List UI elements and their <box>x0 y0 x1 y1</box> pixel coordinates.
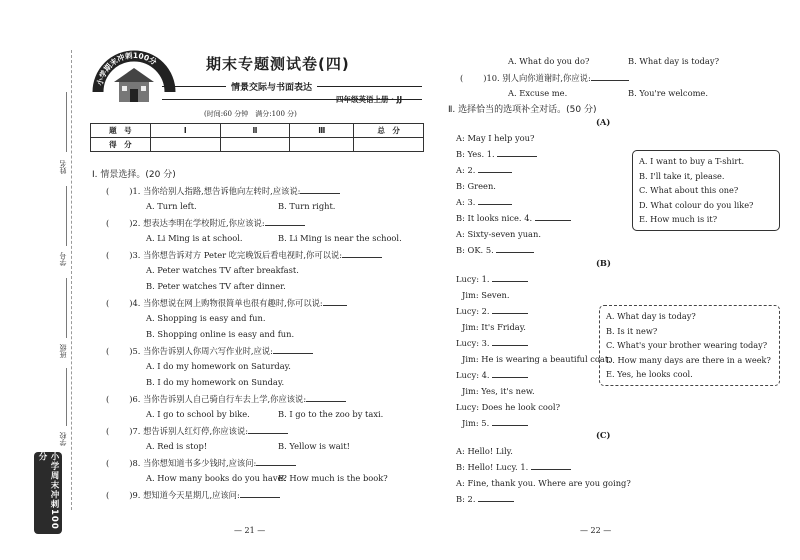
question-stem: 当你想说在网上购物很简单也很有趣时,你可以说: <box>143 298 323 308</box>
question-4-option-a: A. Shopping is easy and fun. <box>146 313 266 323</box>
answer-paren-close: ) <box>129 218 133 228</box>
question-4 <box>106 297 347 309</box>
score-cell[interactable] <box>290 138 354 152</box>
question-number: 7. <box>132 426 144 436</box>
line-text: Seven. <box>481 290 510 300</box>
answer-blank[interactable] <box>531 462 571 470</box>
score-header-cell: 题 号 <box>91 124 151 138</box>
question-stem: 别人向你道谢时,你应说: <box>502 73 591 83</box>
answer-blank[interactable] <box>492 418 528 426</box>
line-text: 4. <box>481 370 490 380</box>
answer-paren-close: ) <box>129 298 133 308</box>
question-3-option-b: B. Peter watches TV after dinner. <box>146 281 286 291</box>
line-text: Yes, it's new. <box>481 386 535 396</box>
question-10-option-a: A. Excuse me. <box>508 88 568 98</box>
option-item: C. What about this one? <box>639 185 739 195</box>
question-6-option-a: A. I go to school by bike. <box>146 409 250 419</box>
dialogue-line: Lucy: 2. <box>456 306 528 316</box>
line-text: He is wearing a beautiful coat. <box>481 354 611 364</box>
option-item: D. What colour do you like? <box>639 199 754 210</box>
answer-paren-close: ) <box>129 458 133 468</box>
answer-paren-close: ) <box>129 186 133 196</box>
question-number: 9. <box>132 490 144 500</box>
dialogue-line: A: Sixty-seven yuan. <box>456 229 541 239</box>
answer-paren-open: ( <box>106 298 110 308</box>
dialogue-line: A: 3. <box>456 197 512 207</box>
answer-blank[interactable] <box>492 370 528 378</box>
answer-blank[interactable] <box>591 73 629 81</box>
answer-paren-open: ( <box>106 426 110 436</box>
speaker: Lucy <box>456 338 477 348</box>
option-item: D. How many days are there in a week? <box>606 354 771 365</box>
binding-field-school: 学校 <box>59 432 67 446</box>
dialogue-line: B: Green. <box>456 181 496 191</box>
part-c-label: (C) <box>596 430 611 440</box>
answer-blank[interactable] <box>478 165 512 173</box>
answer-blank[interactable] <box>492 338 528 346</box>
school-house-icon <box>110 64 158 104</box>
answer-blank[interactable] <box>492 306 528 314</box>
answer-paren-open: ( <box>106 458 110 468</box>
speaker: Lucy <box>456 274 477 284</box>
answer-blank[interactable] <box>342 250 382 258</box>
answer-paren-close: ) <box>129 394 133 404</box>
question-7-option-a: A. Red is stop! <box>146 441 208 451</box>
answer-paren-close: ) <box>129 346 133 356</box>
question-number: 3. <box>132 250 144 260</box>
speaker: B <box>456 462 463 472</box>
logo-arch-text: 小学期末冲刺100分 <box>95 50 159 87</box>
speaker: B <box>456 213 463 223</box>
dialogue-line: A: Fine, thank you. Where are you going? <box>456 478 631 488</box>
dialogue-line: B: Yes. 1. <box>456 149 537 159</box>
speaker: A <box>456 229 462 239</box>
speaker: Jim <box>462 322 476 332</box>
speaker: Jim <box>462 354 476 364</box>
part-b-label: (B) <box>596 258 611 268</box>
answer-blank[interactable] <box>248 426 288 434</box>
answer-blank[interactable] <box>497 149 537 157</box>
score-header-cell: Ⅰ <box>150 124 220 138</box>
dialogue-line: Jim: 5. <box>462 418 528 428</box>
binding-field-name: 姓名 <box>59 160 67 174</box>
question-stem: 当你告诉别人你周六写作业时,应说: <box>143 346 273 356</box>
dialogue-line: Jim: He is wearing a beautiful coat. <box>462 354 611 364</box>
question-number: 1. <box>132 186 144 196</box>
binding-name-line <box>66 92 67 152</box>
question-number: 8. <box>132 458 144 468</box>
speaker: A <box>456 478 462 488</box>
binding-school-line <box>66 368 67 426</box>
question-6 <box>106 393 346 405</box>
speaker: Jim <box>462 418 476 428</box>
question-number: 10. <box>486 73 503 83</box>
option-item: E. Yes, he looks cool. <box>606 369 693 379</box>
question-5 <box>106 345 313 357</box>
time-info: (时间:60 分钟 满分:100 分) <box>204 110 297 118</box>
score-cell[interactable] <box>220 138 290 152</box>
speaker: B <box>456 181 463 191</box>
option-item: C. What's your brother wearing today? <box>606 340 768 350</box>
question-1-option-b: B. Turn right. <box>278 201 336 211</box>
score-row-label: 得 分 <box>91 138 151 152</box>
line-text: Sixty-seven yuan. <box>467 229 541 239</box>
question-number: 2. <box>132 218 144 228</box>
dialogue-line: Lucy: 3. <box>456 338 528 348</box>
dialogue-line: B: 2. <box>456 494 514 504</box>
speaker: A <box>456 446 462 456</box>
answer-blank[interactable] <box>265 218 305 226</box>
question-number: 4. <box>132 298 144 308</box>
question-10-option-b: B. You're welcome. <box>628 88 708 98</box>
question-5-option-a: A. I do my homework on Saturday. <box>146 361 291 371</box>
line-text: Yes. 1. <box>467 149 495 159</box>
question-3 <box>106 249 382 261</box>
dialogue-line: Lucy: Does he look cool? <box>456 402 561 412</box>
line-text: It looks nice. 4. <box>467 213 533 223</box>
dialogue-line: Jim: Seven. <box>462 290 510 300</box>
question-7-option-b: B. Yellow is wait! <box>278 441 350 451</box>
answer-blank[interactable] <box>306 394 346 402</box>
dialogue-line: A: Hello! Lily. <box>456 446 513 456</box>
question-4-option-b: B. Shopping online is easy and fun. <box>146 329 295 339</box>
speaker: Jim <box>462 386 476 396</box>
question-9-option-a: A. What do you do? <box>508 56 590 66</box>
question-3-option-a: A. Peter watches TV after breakfast. <box>146 265 299 275</box>
line-text: 5. <box>481 418 490 428</box>
speaker: Lucy <box>456 402 477 412</box>
question-2 <box>106 217 305 229</box>
question-8 <box>106 457 296 469</box>
speaker: A <box>456 197 462 207</box>
answer-paren-open: ( <box>106 394 110 404</box>
dialogue-line: A: 2. <box>456 165 512 175</box>
question-9 <box>106 489 280 501</box>
question-stem: 想表达李明在学校附近,你应该说: <box>143 218 265 228</box>
line-text: Does he look cool? <box>481 402 561 412</box>
answer-paren-open: ( <box>106 490 110 500</box>
page-number-left: — 21 — <box>234 526 266 535</box>
speaker: A <box>456 133 462 143</box>
binding-id-line <box>66 186 67 246</box>
line-text: It's Friday. <box>481 322 526 332</box>
line-text: May I help you? <box>467 133 535 143</box>
question-2-option-b: B. Li Ming is near the school. <box>278 233 402 243</box>
binding-strip <box>0 0 84 560</box>
speaker: Jim <box>462 290 476 300</box>
option-item: A. I want to buy a T-shirt. <box>639 156 745 166</box>
question-5-option-b: B. I do my homework on Sunday. <box>146 377 285 387</box>
grade-label: 四年级英语上册 · JJ <box>336 95 403 104</box>
question-number: 5. <box>132 346 144 356</box>
answer-paren-open: ( <box>106 250 110 260</box>
dialogue-line: Jim: It's Friday. <box>462 322 526 332</box>
line-text: 2. <box>481 306 490 316</box>
question-stem: 当你想知道书多少钱时,应该问: <box>143 458 257 468</box>
answer-blank[interactable] <box>323 298 347 306</box>
question-stem: 当你给别人指路,想告诉他向左转时,应该说: <box>143 186 301 196</box>
answer-blank[interactable] <box>492 274 528 282</box>
part-a-label: (A) <box>596 117 611 127</box>
question-6-option-b: B. I go to the zoo by taxi. <box>278 409 384 419</box>
question-2-option-a: A. Li Ming is at school. <box>146 233 243 243</box>
speaker: Lucy <box>456 306 477 316</box>
speaker: B <box>456 149 463 159</box>
answer-blank[interactable] <box>496 245 534 253</box>
speaker: B <box>456 494 463 504</box>
answer-blank[interactable] <box>300 186 340 194</box>
score-header-cell: Ⅲ <box>290 124 354 138</box>
answer-blank[interactable] <box>478 197 512 205</box>
binding-logo: 小学周末冲刺100分 <box>34 452 62 534</box>
score-cell[interactable] <box>354 138 424 152</box>
question-8-option-b: B. How much is the book? <box>278 473 388 483</box>
line-text: 1. <box>481 274 490 284</box>
line-text: Hello! Lily. <box>467 446 513 456</box>
question-8-option-a: A. How many books do you have? <box>146 473 287 483</box>
answer-paren-close: ) <box>129 426 133 436</box>
answer-blank[interactable] <box>478 494 514 502</box>
option-item: A. What day is today? <box>606 311 696 321</box>
answer-paren-open: ( <box>106 346 110 356</box>
answer-blank[interactable] <box>256 458 296 466</box>
question-stem: 想告诉别人红灯停,你应该说: <box>143 426 249 436</box>
answer-paren-close: ) <box>483 73 487 83</box>
dialogue-line: B: OK. 5. <box>456 245 534 255</box>
line-text: OK. 5. <box>467 245 494 255</box>
answer-paren-open: ( <box>106 218 110 228</box>
question-7 <box>106 425 288 437</box>
dialogue-line: Jim: Yes, it's new. <box>462 386 535 396</box>
dialogue-line: Lucy: 4. <box>456 370 528 380</box>
question-9-option-b: B. What day is today? <box>628 56 720 66</box>
line-text: Fine, thank you. Where are you going? <box>467 478 631 488</box>
dialogue-line: B: Hello! Lucy. 1. <box>456 462 571 472</box>
binding-field-class: 班级 <box>59 344 67 358</box>
binding-field-id: 学号 <box>59 252 67 266</box>
question-10 <box>460 72 629 84</box>
score-header-cell: 总 分 <box>354 124 424 138</box>
section-1-title: Ⅰ. 情景选择。(20 分) <box>92 170 176 180</box>
answer-paren-open: ( <box>460 73 464 83</box>
page-title: 期末专题测试卷(四) <box>206 55 350 73</box>
line-text: 3. <box>467 197 476 207</box>
option-item: B. Is it new? <box>606 325 658 336</box>
speaker: B <box>456 245 463 255</box>
option-item: E. How much is it? <box>639 214 718 224</box>
line-text: 2. <box>467 165 476 175</box>
score-table-score-row <box>91 138 424 152</box>
line-text: Green. <box>467 181 496 191</box>
dialogue-line: A: May I help you? <box>456 133 535 143</box>
section-2-title: Ⅱ. 选择恰当的选项补全对话。(50 分) <box>448 105 597 115</box>
line-text: Hello! Lucy. 1. <box>467 462 529 472</box>
page-number-right: — 22 — <box>580 526 612 535</box>
score-table <box>90 123 424 152</box>
line-text: 2. <box>467 494 476 504</box>
question-1 <box>106 185 340 197</box>
answer-paren-open: ( <box>106 186 110 196</box>
options-box-b <box>599 305 780 386</box>
dialogue-line: B: It looks nice. 4. <box>456 213 571 223</box>
question-number: 6. <box>132 394 144 404</box>
speaker: A <box>456 165 462 175</box>
option-item: B. I'll take it, please. <box>639 170 725 181</box>
options-box-a <box>632 150 780 231</box>
line-text: 3. <box>481 338 490 348</box>
speaker: Lucy <box>456 370 477 380</box>
question-stem: 想知道今天星期几,应该问: <box>143 490 240 500</box>
answer-blank[interactable] <box>273 346 313 354</box>
answer-paren-close: ) <box>129 250 133 260</box>
dialogue-line: Lucy: 1. <box>456 274 528 284</box>
answer-paren-close: ) <box>129 490 133 500</box>
question-1-option-a: A. Turn left. <box>146 201 197 211</box>
score-header-cell: Ⅱ <box>220 124 290 138</box>
answer-blank[interactable] <box>535 213 571 221</box>
answer-blank[interactable] <box>240 490 280 498</box>
binding-class-line <box>66 278 67 338</box>
question-stem: 当你想告诉对方 Peter 吃完晚饭后看电视时,你可以说: <box>143 250 343 260</box>
question-stem: 当你告诉别人自己骑自行车去上学,你应该说: <box>143 394 307 404</box>
score-cell[interactable] <box>150 138 220 152</box>
page-subtitle: 情景交际与书面表达 <box>226 80 317 93</box>
score-table-header-row <box>91 124 424 138</box>
